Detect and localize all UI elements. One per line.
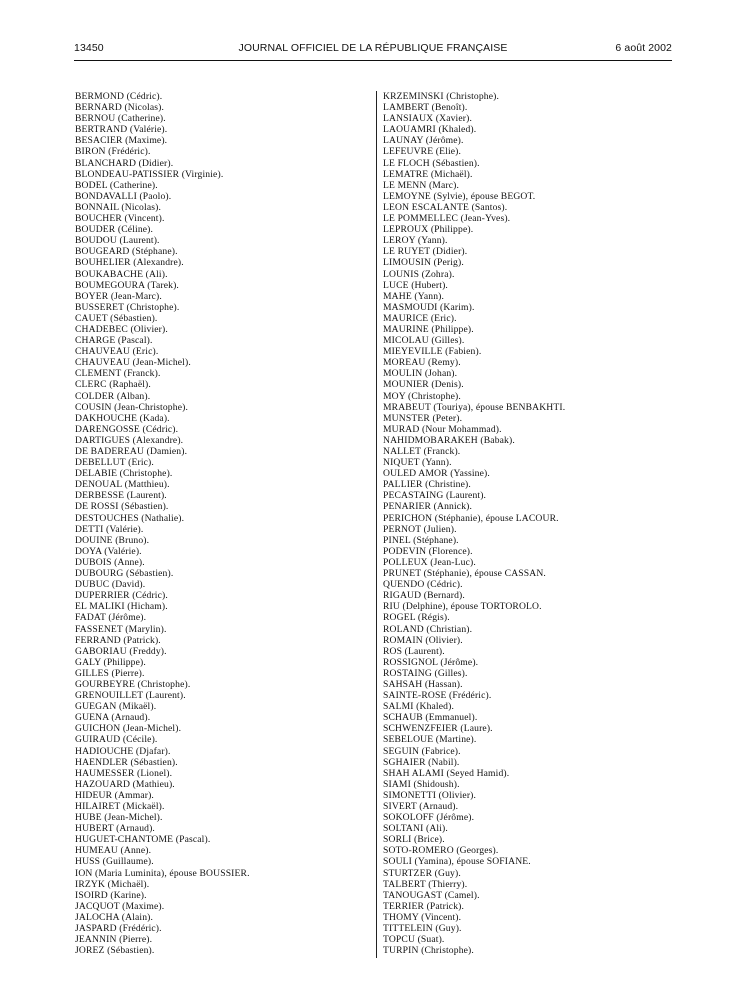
name-entry: LAMBERT (Benoît). [383,102,468,114]
name-entry: MOY (Christophe). [383,390,461,402]
name-entry: GALY (Philippe). [75,656,146,668]
name-entry: FERRAND (Patrick). [75,634,161,646]
name-entry: DETTI (Valérie). [75,523,144,535]
name-entry: GRENOUILLET (Laurent). [75,690,186,702]
name-entry: MIEYEVILLE (Fabien). [383,346,482,358]
name-entry: SIAMI (Shidoush). [383,778,460,790]
name-entry: BERNARD (Nicolas). [75,102,165,114]
name-entry: SEGUIN (Fabrice). [383,745,461,757]
name-entry: CHAUVEAU (Jean-Michel). [75,357,191,369]
name-entry: DERBESSE (Laurent). [75,490,167,502]
name-entry: BERMOND (Cédric). [75,91,163,102]
name-entry: LE FLOCH (Sébastien). [383,157,480,169]
name-entry: DOUINE (Bruno). [75,534,150,546]
right-name-column [383,91,673,956]
name-entry: MOREAU (Remy). [383,357,461,369]
name-entry: HAZOUARD (Mathieu). [75,778,175,790]
name-entry: LE RUYET (Didier). [383,246,468,258]
name-entry: PERNOT (Julien). [383,523,457,535]
name-entry: DE BADEREAU (Damien). [75,446,188,457]
name-entry: LEPROUX (Philippe). [383,224,474,236]
name-entry: MRABEUT (Touriya), épouse BENBAKHTI. [383,401,566,413]
name-entry: ISOIRD (Karine). [75,889,147,901]
name-entry: CHARGE (Pascal). [75,335,153,347]
name-entry: BIRON (Frédéric). [75,146,151,158]
name-entry: SOTO-ROMERO (Georges). [383,845,499,857]
name-entry: HIDEUR (Ammar). [75,789,154,801]
name-entry: KRZEMINSKI (Christophe). [383,91,500,102]
name-entry: DUPERRIER (Cédric). [75,590,168,602]
name-entry: BOUMEGOURA (Tarek). [75,279,179,291]
name-entry: LIMOUSIN (Perig). [383,257,464,269]
name-entry: HAUMESSER (Lionel). [75,767,173,779]
name-entry: DOYA (Valérie). [75,545,142,557]
name-entry: ROLAND (Christian). [383,623,473,635]
name-entry: LEON ESCALANTE (Santos). [383,201,508,213]
name-entry: MUNSTER (Peter). [383,412,463,424]
name-entry: PENARIER (Annick). [383,501,473,513]
name-entry: CLERC (Raphaël). [75,379,151,391]
name-entry: PRUNET (Stéphanie), épouse CASSAN. [383,568,546,580]
name-entry: LEMOYNE (Sylvie), épouse BEGOT. [383,190,536,202]
name-entry: PINEL (Stéphane). [383,534,459,546]
header-rule [74,60,672,61]
name-entry: BUSSERET (Christophe). [75,301,180,313]
name-entry: QUENDO (Cédric). [383,579,463,591]
name-entry: NALLET (Franck). [383,446,461,457]
page-header [74,42,672,58]
name-entry: BOUKABACHE (Ali). [75,268,168,280]
name-entry: LOUNIS (Zohra). [383,268,455,280]
name-entry: SEBELOUE (Martine). [383,734,477,746]
column-divider [376,91,377,958]
name-entry: SAINTE-ROSE (Frédéric). [383,690,492,702]
name-entry: SALMI (Khaled). [383,701,454,713]
name-entry: BERTRAND (Valérie). [75,124,168,136]
name-entry: JOREZ (Sébastien). [75,945,155,957]
name-entry: DESTOUCHES (Nathalie). [75,512,185,524]
name-entry: HUGUET-CHANTOME (Pascal). [75,834,211,846]
name-entry: FADAT (Jérôme). [75,612,147,624]
name-entry: GUICHON (Jean-Michel). [75,723,182,735]
name-entry: GOURBEYRE (Christophe). [75,678,191,690]
name-entry: BOUGEARD (Stéphane). [75,246,178,258]
name-entry: BONNAIL (Nicolas). [75,201,162,213]
page-date: 6 août 2002 [615,42,672,54]
name-entry: SIVERT (Arnaud). [383,801,459,812]
name-entry: POLLEUX (Jean-Luc). [383,556,476,568]
name-entry: TOPCU (Suat). [383,934,445,946]
name-entry: ION (Maria Luminita), épouse BOUSSIER. [75,867,250,879]
name-entry: MURAD (Nour Mohammad). [383,423,502,435]
journal-title: JOURNAL OFFICIEL DE LA RÉPUBLIQUE FRANÇAISE [238,42,508,54]
name-entry: LE POMMELLEC (Jean-Yves). [383,213,511,225]
name-entry: LAOUAMRI (Khaled). [383,124,477,136]
name-entry: DAKHOUCHE (Kada). [75,412,170,424]
name-entry: LAUNAY (Jérôme). [383,135,464,147]
name-entry: BERNOU (Catherine). [75,113,166,125]
name-entry: LEFEUVRE (Elie). [383,146,462,158]
name-entry: MASMOUDI (Karim). [383,301,475,313]
name-entry: GUIRAUD (Cécile). [75,734,158,746]
name-entry: BLONDEAU-PATISSIER (Virginie). [75,168,224,180]
page-number: 13450 [74,42,104,54]
name-entry: HUBERT (Arnaud). [75,823,155,835]
name-entry: PODEVIN (Florence). [383,545,473,557]
name-entry: TITTELEIN (Guy). [383,923,462,935]
name-entry: TANOUGAST (Camel). [383,889,480,901]
name-entry: SHAH ALAMI (Seyed Hamid). [383,767,510,779]
name-entry: LEMATRE (Michaël). [383,168,473,180]
name-entry: MOULIN (Johan). [383,368,458,380]
name-entry: TERRIER (Patrick). [383,900,465,912]
name-entry: BLANCHARD (Didier). [75,157,174,169]
name-entry: DUBOIS (Anne). [75,556,145,568]
name-entry: SOKOLOFF (Jérôme). [383,812,475,824]
name-entry: BOUCHER (Vincent). [75,213,165,225]
name-entry: ROSSIGNOL (Jérôme). [383,656,479,668]
name-entry: GUENA (Arnaud). [75,712,151,724]
name-entry: HAENDLER (Sébastien). [75,756,178,768]
name-entry: RIGAUD (Bernard). [383,590,465,602]
name-entry: ROSTAING (Gilles). [383,667,468,679]
name-entry: SCHWENZFEIER (Laure). [383,723,493,735]
left-name-column [75,91,365,956]
name-entry: LANSIAUX (Xavier). [383,113,473,125]
name-entry: JASPARD (Frédéric). [75,923,162,935]
name-entry: COLDER (Alban). [75,390,151,402]
name-entry: ROMAIN (Olivier). [383,634,463,646]
name-entry: LE MENN (Marc). [383,179,460,191]
name-entry: IRZYK (Michaël). [75,878,150,890]
name-entry: HUSS (Guillaume). [75,856,154,868]
name-entry: COUSIN (Jean-Christophe). [75,401,188,413]
name-entry: MICOLAU (Gilles). [383,335,465,347]
name-entry: CHAUVEAU (Eric). [75,346,159,358]
name-entry: MAURICE (Eric). [383,312,457,324]
name-entry: HUBE (Jean-Michel). [75,812,163,824]
name-entry: BOUDER (Céline). [75,224,154,236]
name-entry: JEANNIN (Pierre). [75,934,153,946]
name-entry: DARENGOSSE (Cédric). [75,423,179,435]
name-entry: EL MALIKI (Hicham). [75,601,168,613]
name-entry: HILAIRET (Mickaël). [75,801,165,812]
name-entry: ROS (Laurent). [383,645,445,657]
name-entry: BOUHELIER (Alexandre). [75,257,184,269]
name-entry: TALBERT (Thierry). [383,878,468,890]
name-entry: JALOCHA (Alain). [75,911,154,923]
name-entry: GUEGAN (Mikaël). [75,701,157,713]
name-entry: HADIOUCHE (Djafar). [75,745,171,757]
name-entry: MAHE (Yann). [383,290,445,302]
name-entry: RIU (Delphine), épouse TORTOROLO. [383,601,542,613]
name-entry: BOUDOU (Laurent). [75,235,160,247]
name-entry: GILLES (Pierre). [75,667,145,679]
name-entry: HUMEAU (Anne). [75,845,152,857]
name-entry: SOLTANI (Ali). [383,823,448,835]
name-entry: NAHIDMOBARAKEH (Babak). [383,434,515,446]
name-entry: DUBUC (David). [75,579,146,591]
name-entry: MAURINE (Philippe). [383,323,474,335]
name-entry: DELABIE (Christophe). [75,468,173,480]
name-entry: SOULI (Yamina), épouse SOFIANE. [383,856,531,868]
name-entry: LUCE (Hubert). [383,279,448,291]
name-entry: TURPIN (Christophe). [383,945,474,957]
name-entry: SORLI (Brice). [383,834,445,846]
name-entry: ROGEL (Régis). [383,612,450,624]
name-entry: CAUET (Sébastien). [75,312,158,324]
name-entry: CLEMENT (Franck). [75,368,161,380]
name-entry: DE ROSSI (Sébastien). [75,501,169,513]
name-entry: STURTZER (Guy). [383,867,461,879]
name-entry: BONDAVALLI (Paolo). [75,190,172,202]
name-entry: SIMONETTI (Olivier). [383,789,477,801]
name-entry: PALLIER (Christine). [383,479,471,491]
name-entry: DUBOURG (Sébastien). [75,568,174,580]
name-entry: PECASTAING (Laurent). [383,490,487,502]
name-entry: DARTIGUES (Alexandre). [75,434,184,446]
name-entry: LEROY (Yann). [383,235,448,247]
name-entry: BODEL (Catherine). [75,179,158,191]
name-entry: SAHSAH (Hassan). [383,678,463,690]
name-entry: BOYER (Jean-Marc). [75,290,162,302]
name-entry: SGHAIER (Nabil). [383,756,460,768]
name-entry: JACQUOT (Maxime). [75,900,165,912]
name-entry: THOMY (Vincent). [383,911,462,923]
name-entry: PERICHON (Stéphanie), épouse LACOUR. [383,512,559,524]
name-entry: CHADEBEC (Olivier). [75,323,168,335]
name-entry: OULED AMOR (Yassine). [383,468,490,480]
name-entry: BESACIER (Maxime). [75,135,168,147]
name-entry: NIQUET (Yann). [383,457,452,469]
name-entry: GABORIAU (Freddy). [75,645,167,657]
name-entry: FASSENET (Marylin). [75,623,167,635]
name-entry: DEBELLUT (Eric). [75,457,154,469]
name-entry: MOUNIER (Denis). [383,379,464,391]
name-entry: DENOUAL (Matthieu). [75,479,170,491]
name-entry: SCHAUB (Emmanuel). [383,712,478,724]
